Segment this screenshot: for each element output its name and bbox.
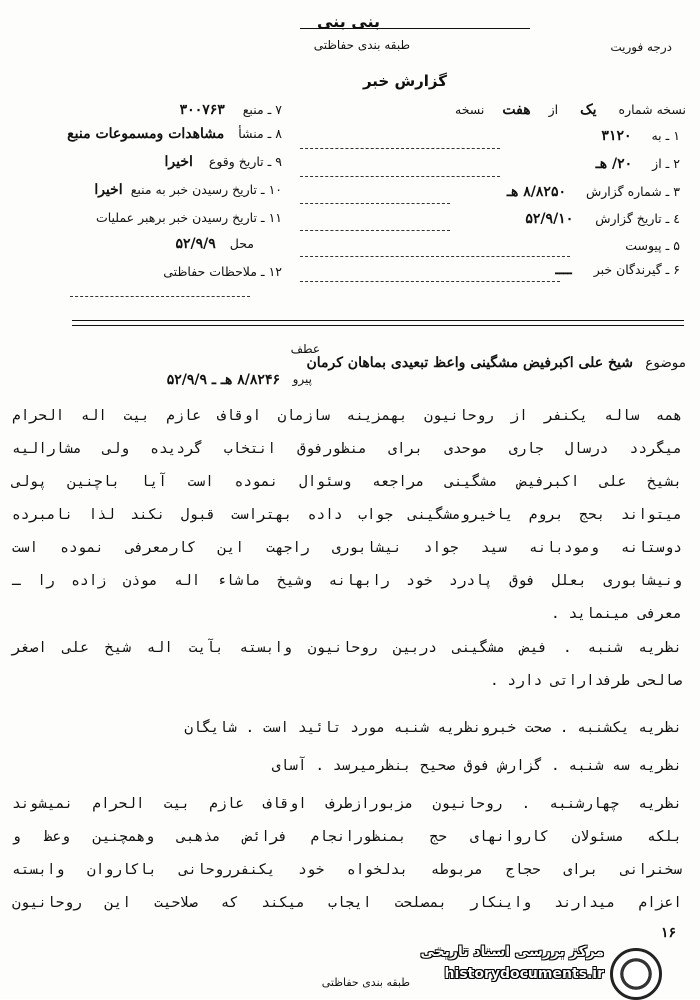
field-origin-value: مشاهدات ومسموعات منبع	[67, 126, 225, 142]
field-occurrence-date-label: ۹ ـ تاریخ وقوع	[208, 154, 282, 169]
subject-text: شیخ علی اکبرفیض مشگینی واعظ تبعیدی بماهان کرمان	[306, 355, 633, 371]
leader-security-notes	[70, 296, 250, 297]
field-place-label: محل	[229, 236, 254, 251]
field-to-value: ۳۱۲۰	[601, 128, 632, 144]
comment-line: صالحی طرفداراتی دارد .	[489, 673, 682, 689]
field-report-number-value: ۸/۸۲۵۰ هـ	[506, 184, 566, 200]
copy-number-row	[455, 102, 686, 118]
copy-number-label: نسخه شماره	[618, 102, 686, 117]
copy-number-value: یک	[580, 102, 597, 118]
field-recipients-label: ۶ ـ گیرندگان خبر	[593, 262, 680, 277]
field-report-number	[507, 184, 680, 200]
field-security-notes-label: ۱۲ ـ ملاحظات حفاظتی	[163, 264, 282, 279]
leader-report-number	[300, 203, 450, 204]
field-source-received-date	[94, 182, 282, 198]
field-source-value: ۳۰۰۷۶۳	[179, 102, 225, 118]
priority-label: درجه فوریت	[610, 40, 672, 54]
report-title: گزارش خبر	[362, 72, 447, 90]
separator-top	[72, 320, 684, 321]
comment-line: بلکه مسئولان کاروانهای حج بمنظورانجام فرائض مذهبی وهمچنین وعظ و	[12, 829, 682, 845]
comment-line: اعزام میدارند واینکار بمصلحت ایجاب میکند که صلاحیت این روحانیون	[12, 895, 682, 911]
watermark-text-fa: مرکز بررسی اسناد تاریخی	[420, 944, 604, 960]
subject-reference: ۸/۸۲۴۶ هـ ـ ۵۲/۹/۹	[166, 372, 280, 388]
field-from	[596, 156, 680, 172]
field-from-label: ۲ ـ از	[652, 156, 680, 171]
field-ops-received-date	[96, 210, 282, 225]
body-line: همه ساله یکنفر از روحانیون بهمزینه سازمان اوقاف عازم بیت اله الحرام	[12, 408, 682, 424]
stamp-underline	[300, 28, 530, 29]
field-security-notes	[163, 264, 282, 279]
subject-row	[307, 355, 687, 371]
copy-total-value: هفت	[502, 102, 531, 118]
body-line: معرفی مینماید .	[551, 606, 682, 622]
comment-line: نظریه سه شنبه . گزارش فوق صحیح بنظرمیرسد . آسای	[271, 758, 682, 774]
watermark-logo-icon	[610, 948, 662, 1000]
field-attachment-label: ۵ ـ پیوست	[625, 238, 680, 253]
field-from-value: ۲۰/ هـ	[595, 156, 633, 172]
field-report-date	[525, 211, 680, 227]
classification-bottom: طبقه بندی حفاظتی	[321, 976, 410, 989]
field-source-received-label: ۱۰ ـ تاریخ رسیدن خبر به منبع	[130, 182, 282, 197]
field-attachment	[625, 238, 680, 253]
field-origin	[67, 126, 282, 142]
body-line: میتواند بحج بروم یاخیرومشگینی جواب داده بهتراست قبول نکند لذا نامبرده	[12, 507, 682, 523]
comment-line: نظریه چهارشنبه . روحانیون مزبورازطرف اوقاف عازم بیت الحرام نمیشوند	[12, 796, 682, 812]
field-recipients	[555, 262, 680, 278]
body-line: دوستانه ومودبانه سید جواد نیشابوری راجهت این کارمعرفی نموده است	[12, 540, 682, 556]
field-source	[180, 102, 282, 118]
leader-to	[300, 148, 500, 149]
field-report-date-value: ۵۲/۹/۱۰	[525, 211, 574, 227]
comment-line: نظریه شنبه . فیض مشگینی دربین روحانیون وابسته بآیت اله شیخ علی اصغر	[12, 640, 682, 656]
leader-report-date	[300, 230, 450, 231]
field-report-date-label: ٤ ـ تاریخ گزارش	[595, 211, 680, 226]
subject-insert-atf: عطف	[290, 342, 320, 356]
body-line: میگردد درسال جاری موحدی برای منظورفوق انتخاب گردیده ولی مشارالیه	[12, 441, 682, 457]
field-to	[601, 128, 680, 144]
classification-top: طبقه بندی حفاظتی	[313, 38, 410, 52]
copy-suffix-label: نسخه	[455, 102, 485, 117]
body-line: ونیشابوری بعلل فوق پادرد خود رابهانه وشیخ ماشاء اله موذن زاده را ـ	[12, 573, 682, 589]
page-mark: ۱۶	[660, 925, 676, 941]
field-place	[175, 236, 254, 252]
leader-recipients	[300, 281, 560, 282]
copy-of-label: از	[548, 102, 559, 117]
leader-from	[300, 176, 500, 177]
body-line: بشیخ علی اکبرفیض مشگینی مراجعه وسئوال نموده است آیا باچنین پولی	[12, 474, 682, 490]
field-occurrence-date-value: اخیرا	[164, 154, 193, 170]
subject-insert-pirow: پیرو	[292, 372, 312, 386]
header-stamp: بنی بنی	[316, 12, 380, 31]
field-recipients-value: ــــ	[555, 262, 572, 278]
field-source-received-value: اخیرا	[94, 182, 123, 198]
comment-line: سخنرانی برای حجاج مربوطه بدلخواه خود یکنفرروحانی باکاروان وابسته	[12, 862, 682, 878]
watermark-text-en: historydocuments.ir	[444, 966, 604, 982]
field-ops-received-label: ۱۱ ـ تاریخ رسیدن خبر برهبر عملیات	[95, 210, 282, 225]
leader-attachment	[300, 256, 570, 257]
field-report-number-label: ۳ ـ شماره گزارش	[585, 184, 680, 199]
field-origin-label: ۸ ـ منشأ	[238, 126, 282, 141]
field-source-label: ۷ ـ منبع	[242, 102, 282, 117]
field-occurrence-date	[165, 154, 282, 170]
separator-bottom	[72, 325, 684, 326]
field-to-label: ۱ ـ به	[651, 128, 680, 143]
comment-line: نظریه یکشنبه . صحت خبرونظریه شنبه مورد تائید است . شایگان	[184, 720, 682, 736]
subject-label: موضوع	[645, 355, 686, 371]
field-place-value: ۵۲/۹/۹	[175, 236, 216, 252]
